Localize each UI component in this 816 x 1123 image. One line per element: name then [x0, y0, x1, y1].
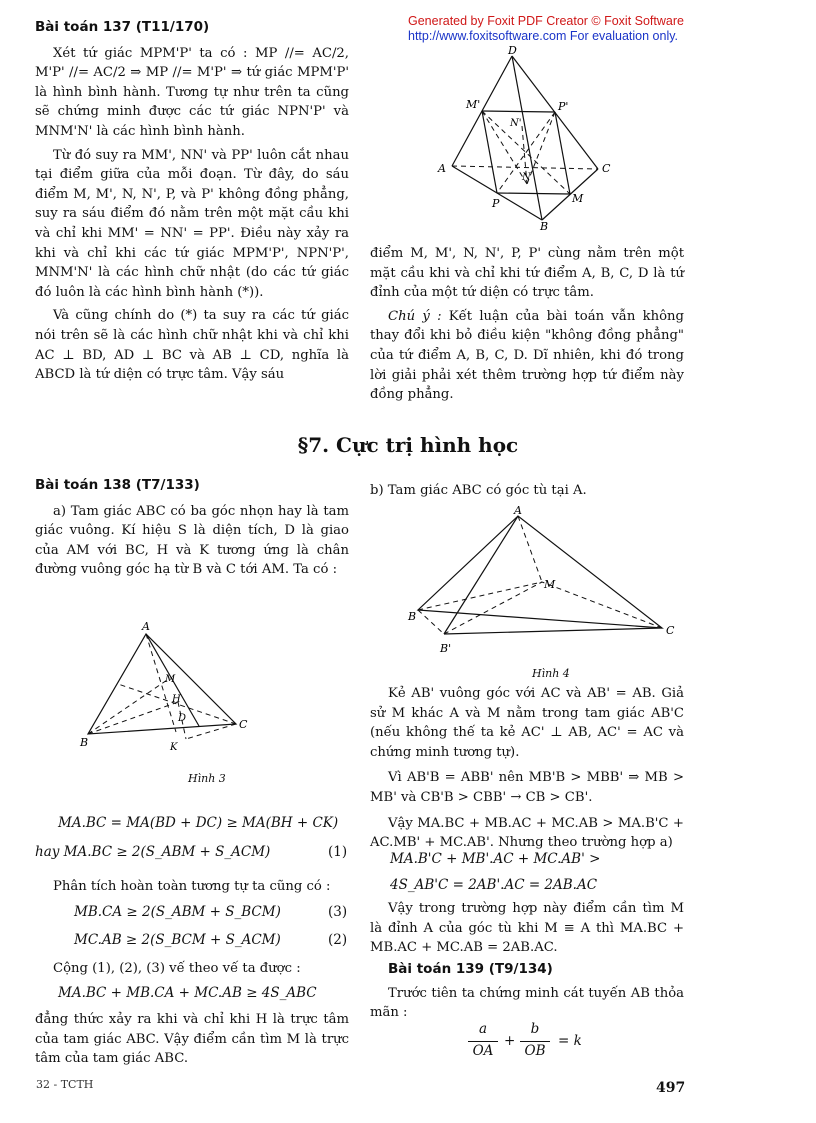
- problem-137-p4: điểm M, M', N, N', P, P' cùng nằm trên một mặt cầu khi và chỉ khi tứ điểm A, B, C, D là tứ đỉnh của một tứ diện có trực tâm.: [370, 246, 684, 301]
- analog-text-block: [35, 877, 349, 897]
- fig3-label-B: B: [80, 736, 89, 749]
- sum-text: Cộng (1), (2), (3) vế theo vế ta được :: [53, 961, 301, 976]
- eq-6: MA.B'C + MB'.AC + MC.AB' >: [390, 851, 601, 867]
- tetra-label-P: P: [492, 197, 500, 210]
- tetra-label-N: N: [522, 172, 531, 183]
- section-title: §7. Cực trị hình học: [297, 433, 519, 457]
- problem-139-text: Trước tiên ta chứng minh cát tuyến AB thỏa mãn :: [370, 985, 684, 1021]
- eq-2-number: (1): [328, 844, 348, 860]
- problem-138-b-head: [370, 481, 684, 501]
- fig4-label-A: A: [514, 504, 522, 517]
- tetra-label-C: C: [602, 162, 611, 175]
- problem-138-b-p1: Kẻ AB' vuông góc với AC và AB' = AB. Giả sử M khác A và M nằm trong tam giác AB'C (nếu không thế ta kẻ AC' ⊥ AB, AC' = AC và chứng minh tương tự).: [370, 686, 684, 760]
- fig3-label-K: K: [170, 742, 178, 753]
- figure-4-caption: Hình 4: [532, 667, 570, 680]
- analog-text: Phân tích hoàn toàn tương tự ta cũng có :: [53, 879, 331, 894]
- problem-139-title: Bài toán 139 (T9/134): [388, 961, 553, 977]
- tetra-label-D: D: [508, 44, 517, 57]
- tetra-label-A: A: [438, 162, 446, 175]
- formula-num2: b: [530, 1021, 540, 1037]
- problem-138-b-p4-block: [370, 899, 684, 958]
- page-number: 497: [656, 1080, 686, 1096]
- footer-left: 32 - TCTH: [36, 1078, 94, 1091]
- problem-137-note: [370, 307, 684, 405]
- problem-138-left: [35, 476, 349, 580]
- fig4-label-B-prime: B': [440, 642, 452, 655]
- problem-138-b-p4: Vậy trong trường hợp này điểm cần tìm M là đỉnh A của góc tù khi M ≡ A thì MA.BC + MB.AC + MC.AB = 2AB.AC.: [370, 901, 684, 956]
- eq-4-number: (2): [328, 932, 348, 948]
- problem-138-b-p2: Vì AB'B = ABB' nên MB'B > MBB' ⇒ MB > MB' và CB'B > CBB' → CB > CB'.: [370, 770, 684, 805]
- watermark-line1: Generated by Foxit PDF Creator © Foxit Software: [408, 14, 684, 28]
- fig3-label-M: M: [165, 674, 176, 685]
- fig4-label-M: M: [544, 578, 556, 591]
- problem-137-title: Bài toán 137 (T11/170): [35, 19, 210, 35]
- figure-4: [404, 504, 684, 660]
- watermark-line2: http://www.foxitsoftware.com For evaluation only.: [408, 29, 679, 43]
- problem-137-p2: Từ đó suy ra MM', NN' và PP' luôn cắt nhau tại điểm giữa của mỗi đoạn. Từ đây, do sáu điểm M, M', N, N', P, và P' không đồng phẳng, suy ra sáu điểm đó nằm trên một mặt cầu khi và chỉ khi MM' = NN' = PP'. Điều này xảy ra khi và chỉ khi các tứ giác MPM'P', NPN'P', MNM'N' là các hình chữ nhật (do các tứ giác đó luôn là các hình bình hành (*)).: [35, 147, 349, 300]
- eq-1: MA.BC = MA(BD + DC) ≥ MA(BH + CK): [58, 815, 339, 831]
- eq-5: MA.BC + MB.CA + MC.AB ≥ 4S_ABC: [58, 985, 317, 1001]
- eq-3: MB.CA ≥ 2(S_ABM + S_BCM): [74, 904, 281, 920]
- problem-137-p1: Xét tứ giác MPM'P' ta có : MP //= AC/2, M'P' //= AC/2 ⇒ MP //= M'P' ⇒ tứ giác MPM'P' là hình bình hành. Tương tự như trên ta cũng sẽ chứng minh được các tứ giác NPN'P' và MNM'N' là các hình bình hành.: [35, 45, 349, 139]
- tetra-label-M-prime: M': [466, 98, 481, 111]
- formula-bar1: [468, 1041, 498, 1042]
- tetrahedron-figure: [430, 44, 620, 230]
- fig3-label-A: A: [142, 620, 150, 633]
- fig3-label-D: D: [178, 713, 187, 724]
- problem-138-b-body: [370, 684, 684, 853]
- formula-plus: +: [504, 1033, 516, 1049]
- tetra-label-B: B: [540, 220, 549, 230]
- formula-den1: OA: [472, 1043, 494, 1059]
- sum-text-block: [35, 959, 349, 979]
- figure-3-caption: Hình 3: [188, 772, 226, 785]
- formula-rhs: = k: [558, 1033, 582, 1049]
- tetra-label-P-prime: P': [558, 100, 569, 113]
- problem-138-b-text: b) Tam giác ABC có góc tù tại A.: [370, 483, 587, 498]
- figure-3: [74, 618, 264, 758]
- problem-137-left: [35, 18, 349, 385]
- formula-num1: a: [478, 1021, 488, 1037]
- formula-bar2: [520, 1041, 550, 1042]
- conclusion-text: đẳng thức xảy ra khi và chỉ khi H là trực tâm của tam giác ABC. Vậy điểm cần tìm M là trực tâm của tam giác ABC.: [35, 1012, 349, 1067]
- fig4-label-C: C: [666, 624, 675, 637]
- problem-139-formula: [468, 1021, 608, 1067]
- problem-137-right: [370, 244, 684, 405]
- fig4-label-B: B: [408, 610, 417, 623]
- tetra-label-N-prime: N': [510, 118, 522, 129]
- formula-den2: OB: [524, 1043, 546, 1059]
- problem-139: [370, 960, 684, 1023]
- note-label: Chú ý :: [388, 308, 442, 324]
- foxit-watermark: [408, 14, 684, 44]
- eq-2: hay MA.BC ≥ 2(S_ABM + S_ACM): [35, 844, 271, 860]
- tetra-label-M: M: [572, 192, 584, 205]
- eq-4: MC.AB ≥ 2(S_BCM + S_ACM): [74, 932, 281, 948]
- note-text: Kết luận của bài toán vẫn không thay đổi khi bỏ điều kiện "không đồng phẳng" của tứ điểm A, B, C, D. Dĩ nhiên, khi đó trong lời giải phải xét thêm trường hợp tứ điểm này đồng phẳng.: [370, 308, 684, 403]
- problem-138-a-text: a) Tam giác ABC có ba góc nhọn hay là tam giác vuông. Kí hiệu S là diện tích, D là giao của AM với BC, H và K tương ứng là chân đường vuông góc hạ từ B và C tới AM. Ta có :: [35, 503, 349, 578]
- problem-138-title: Bài toán 138 (T7/133): [35, 477, 200, 493]
- conclusion-block: [35, 1010, 349, 1069]
- eq-3-number: (3): [328, 904, 348, 920]
- problem-138-b-p3: Vậy MA.BC + MB.AC + MC.AB > MA.B'C + AC.MB' + MC.AB'. Nhưng theo trường hợp a): [370, 815, 684, 851]
- fig3-label-H: H: [172, 694, 181, 705]
- eq-7: 4S_AB'C = 2AB'.AC = 2AB.AC: [390, 877, 598, 893]
- fig3-label-C: C: [239, 718, 248, 731]
- problem-137-p3: Và cũng chính do (*) ta suy ra các tứ giác nói trên sẽ là các hình chữ nhật khi và chỉ khi AC ⊥ BD, AD ⊥ BC và AB ⊥ CD, nghĩa là ABCD là tứ diện có trực tâm. Vậy sáu: [35, 308, 349, 383]
